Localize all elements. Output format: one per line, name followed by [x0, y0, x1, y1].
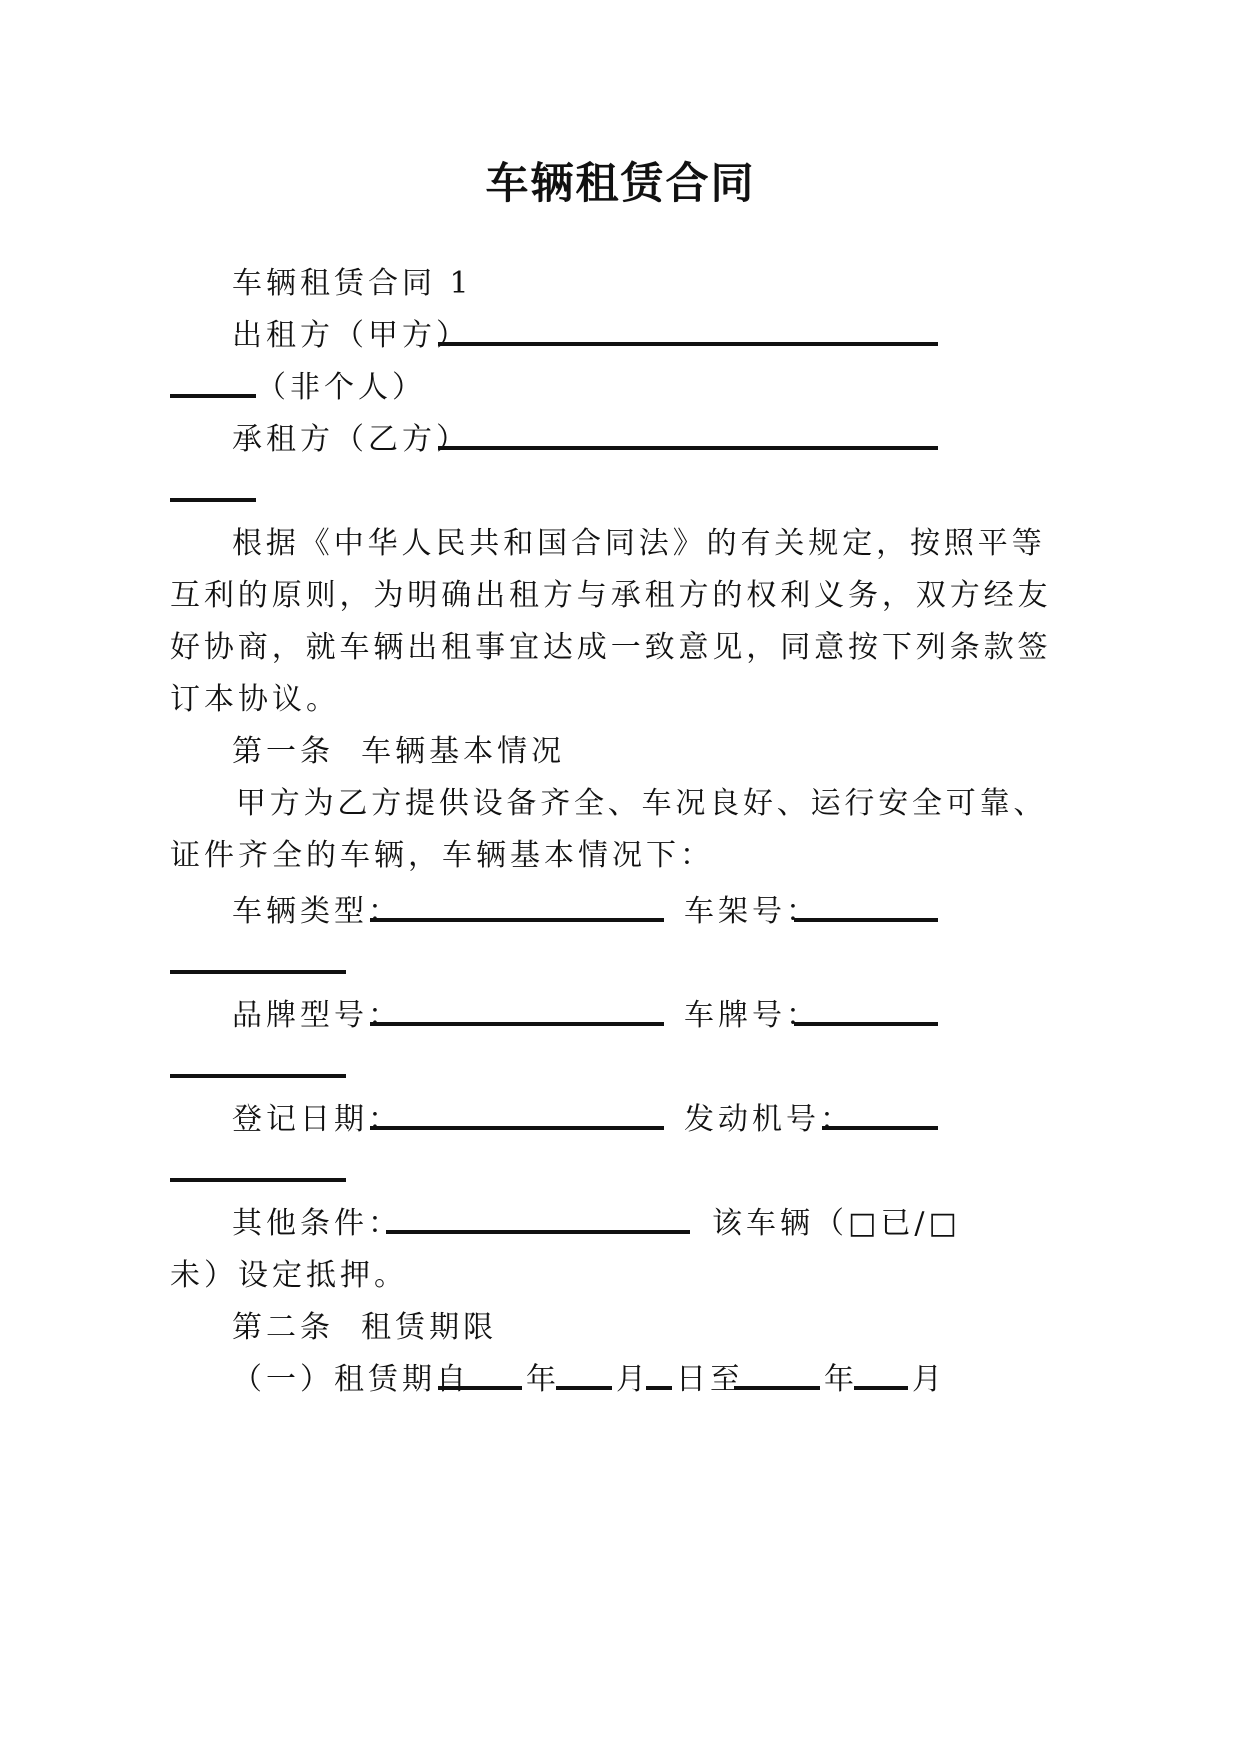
- lessor-label: 出租方（甲方）: [232, 318, 470, 353]
- field-plate-blank-cont[interactable]: [170, 1074, 346, 1078]
- mortgage-checkbox-text[interactable]: 该车辆（□已/□: [712, 1206, 961, 1241]
- term-start-label: （一）租赁期自: [232, 1362, 470, 1397]
- page-title: 车辆租赁合同: [485, 159, 756, 209]
- term-day-to-label: 日至: [676, 1362, 744, 1397]
- term-year-label: 年: [526, 1362, 560, 1397]
- article2-title: 第二条 租赁期限: [232, 1310, 498, 1345]
- lessor-blank-cont[interactable]: [170, 394, 256, 398]
- term-year2-label: 年: [824, 1362, 858, 1397]
- preamble-line: 订本协议。: [170, 682, 340, 717]
- field-frame-blank-cont[interactable]: [170, 970, 346, 974]
- term-month-label: 月: [616, 1362, 650, 1397]
- field-brand-label: 品牌型号：: [232, 998, 402, 1033]
- term-end-month-blank[interactable]: [854, 1386, 908, 1390]
- preamble-line: 根据《中华人民共和国合同法》的有关规定，按照平等: [232, 526, 1046, 561]
- preamble-line: 互利的原则，为明确出租方与承租方的权利义务，双方经友: [170, 578, 1052, 613]
- field-vehicle-type-label: 车辆类型：: [232, 894, 402, 929]
- term-month2-label: 月: [912, 1362, 946, 1397]
- field-frame-blank[interactable]: [794, 918, 938, 922]
- term-start-month-blank[interactable]: [556, 1386, 612, 1390]
- field-vehicle-type-blank[interactable]: [370, 918, 664, 922]
- mortgage-text: 未）设定抵押。: [170, 1258, 408, 1293]
- term-start-day-blank[interactable]: [646, 1386, 672, 1390]
- lessor-blank[interactable]: [438, 342, 938, 346]
- article1-text: 甲方为乙方提供设备齐全、车况良好、运行安全可靠、: [236, 786, 1048, 821]
- article1-title: 第一条 车辆基本情况: [232, 734, 566, 769]
- lessee-blank-cont[interactable]: [170, 498, 256, 502]
- contract-heading: 车辆租赁合同 1: [232, 266, 473, 301]
- field-reg-date-label: 登记日期：: [232, 1102, 402, 1137]
- field-engine-blank[interactable]: [822, 1126, 938, 1130]
- field-brand-blank[interactable]: [370, 1022, 664, 1026]
- term-end-year-blank[interactable]: [734, 1386, 820, 1390]
- field-engine-label: 发动机号：: [684, 1102, 854, 1137]
- lessee-label: 承租方（乙方）: [232, 422, 470, 457]
- field-frame-label: 车架号：: [684, 894, 820, 929]
- preamble-line: 好协商，就车辆出租事宜达成一致意见，同意按下列条款签: [170, 630, 1052, 665]
- field-engine-blank-cont[interactable]: [170, 1178, 346, 1182]
- field-reg-date-blank[interactable]: [370, 1126, 664, 1130]
- field-other-blank[interactable]: [386, 1230, 690, 1234]
- term-start-year-blank[interactable]: [438, 1386, 522, 1390]
- article1-text: 证件齐全的车辆，车辆基本情况下：: [170, 838, 714, 873]
- field-plate-blank[interactable]: [794, 1022, 938, 1026]
- lessee-blank[interactable]: [438, 446, 938, 450]
- field-plate-label: 车牌号：: [684, 998, 820, 1033]
- lessor-note: （非个人）: [256, 370, 426, 405]
- field-other-label: 其他条件：: [232, 1206, 402, 1241]
